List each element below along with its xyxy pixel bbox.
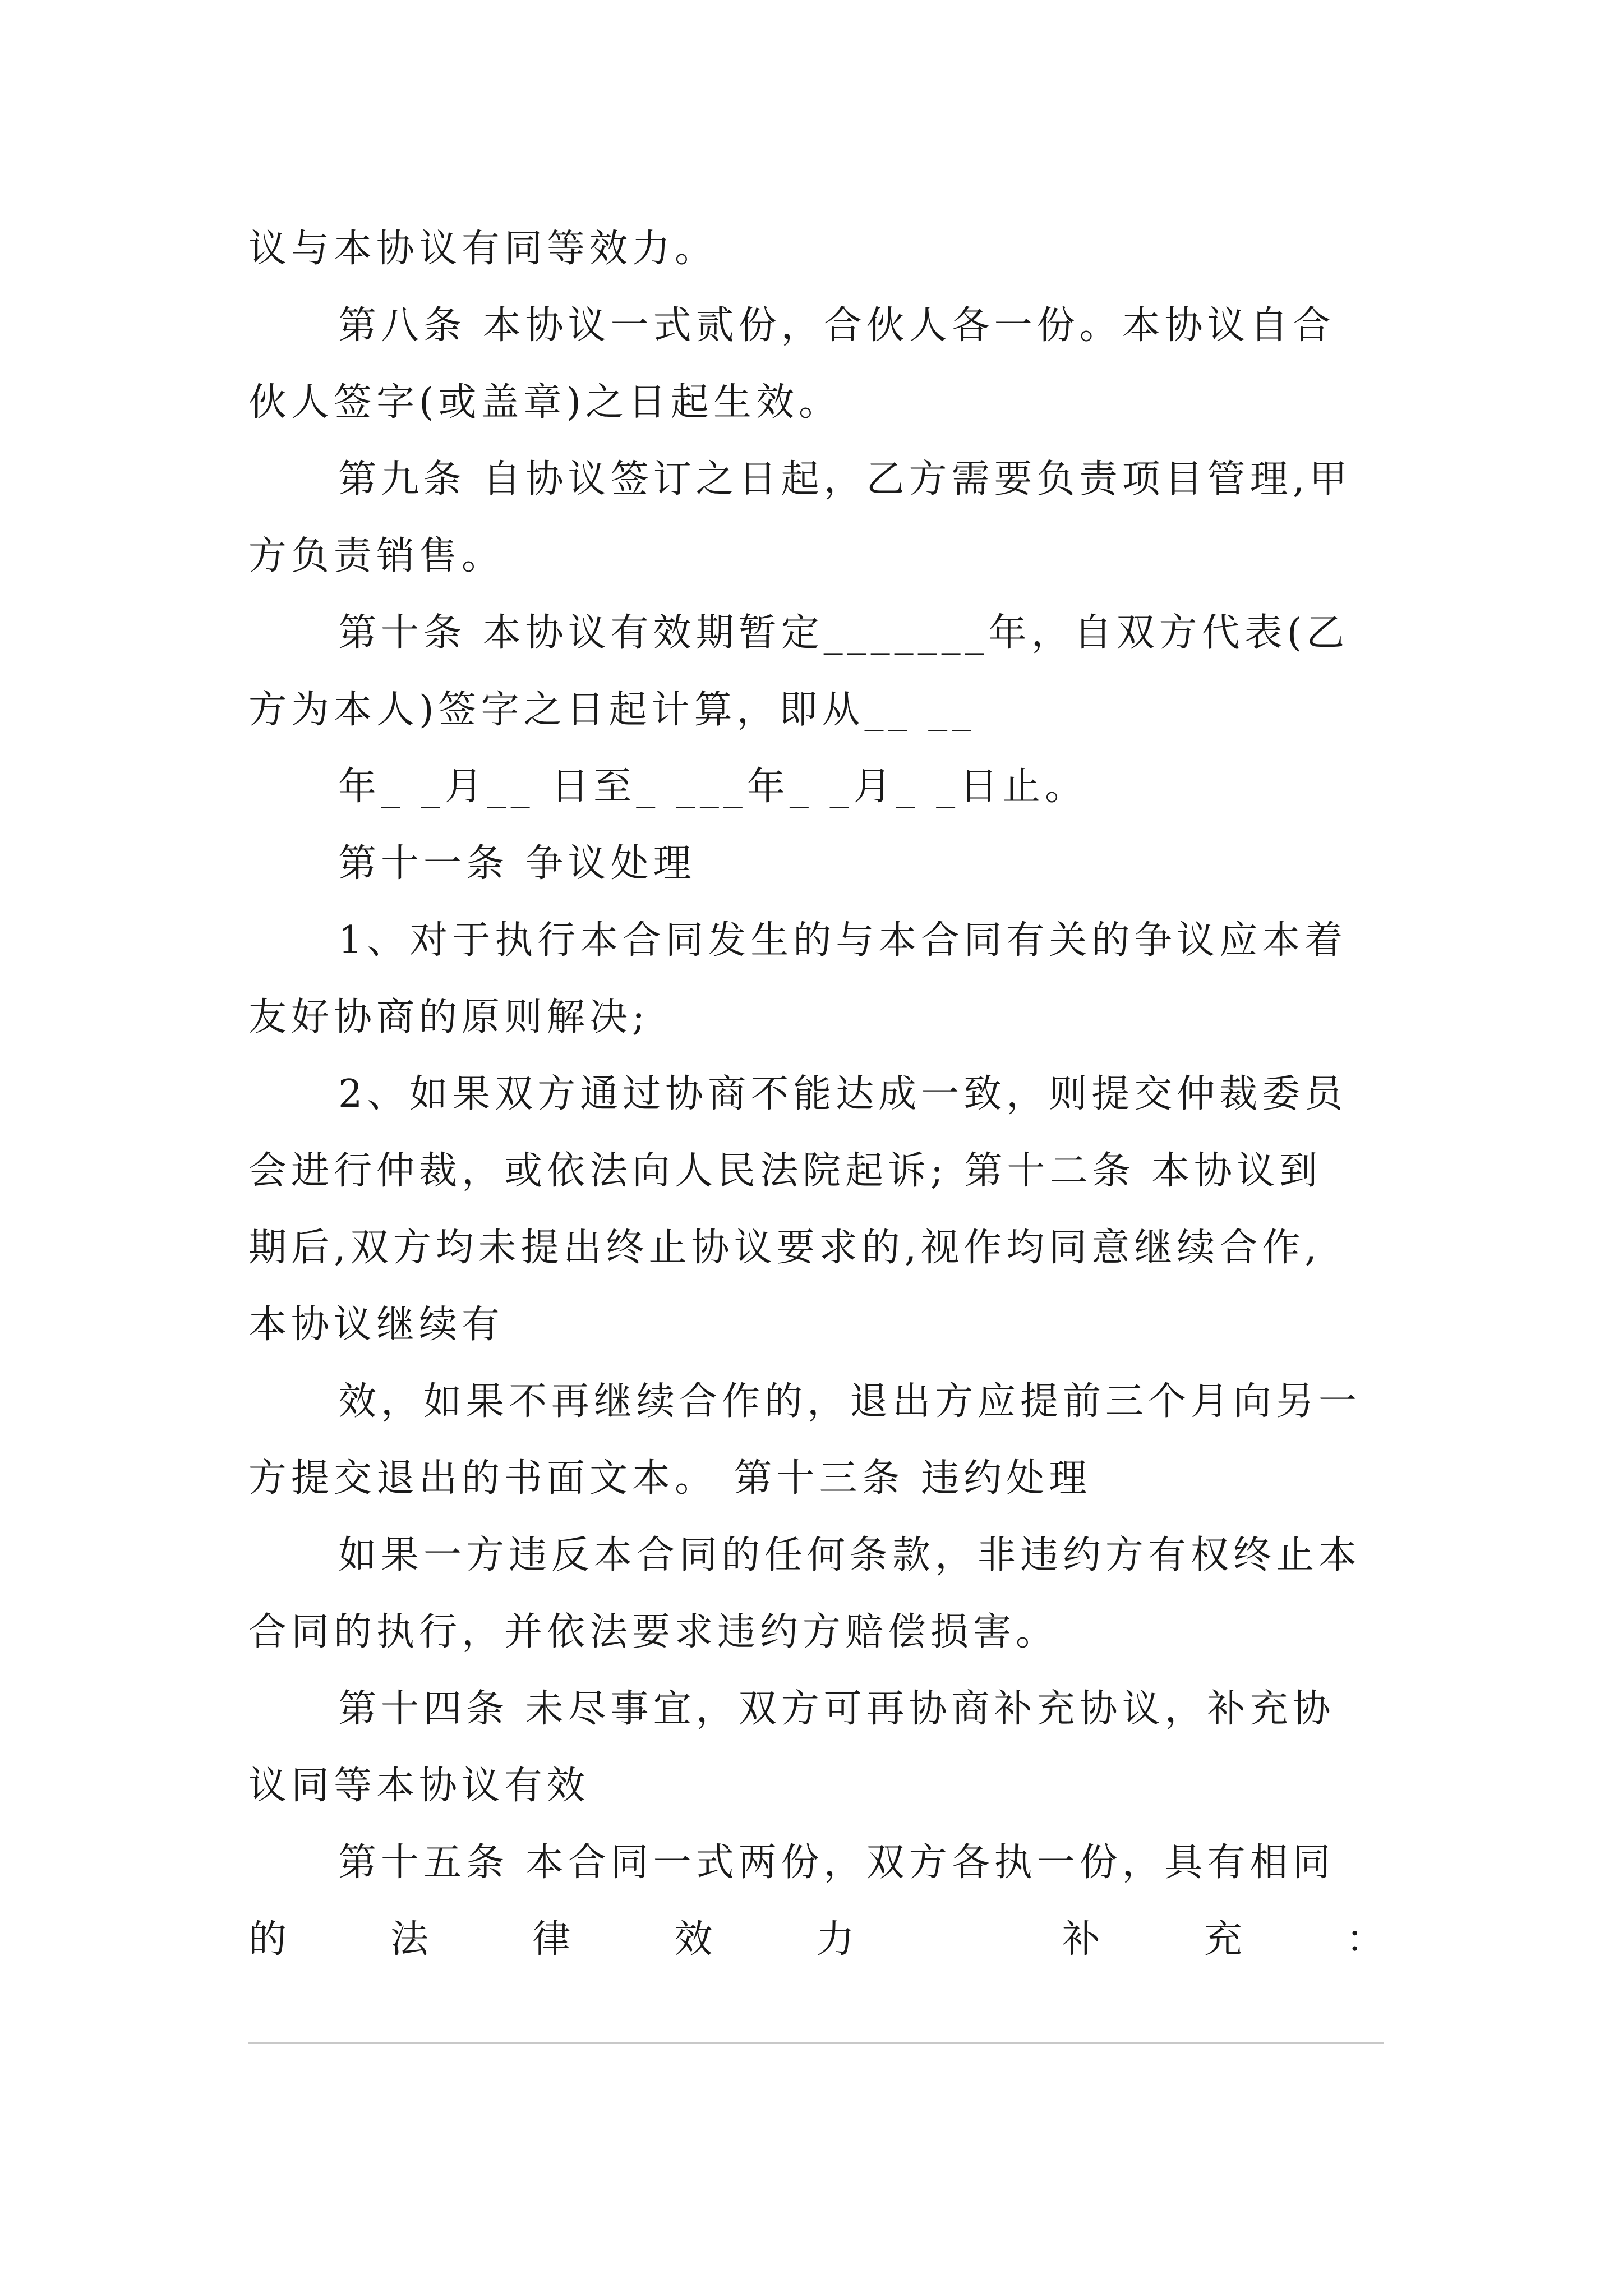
justified-last-line bbox=[248, 1901, 1384, 1978]
char: 力 bbox=[816, 1917, 855, 1962]
char: 补 bbox=[1062, 1917, 1100, 1962]
char: 法 bbox=[390, 1917, 429, 1962]
text-line: 方负责销售。 bbox=[248, 534, 505, 578]
char: ： bbox=[1345, 1917, 1384, 1962]
text-line: 友好协商的原则解决; bbox=[248, 995, 649, 1039]
document-body bbox=[248, 210, 1384, 1978]
char: 充 bbox=[1204, 1917, 1242, 1962]
article-8-line: 第八条 本协议一式贰份，合伙人各一份。本协议自合 bbox=[338, 303, 1335, 348]
text-line: 合同的执行，并依法要求违约方赔偿损害。 bbox=[248, 1610, 1059, 1654]
article-11-heading: 第十一条 争议处理 bbox=[338, 841, 696, 886]
char: 的 bbox=[248, 1917, 287, 1962]
article-9-line: 第九条 自协议签订之日起，乙方需要负责项目管理,甲 bbox=[338, 457, 1352, 501]
clause-2-line: 2、如果双方通过协商不能达成一致，则提交仲裁委员 bbox=[338, 1072, 1348, 1116]
article-14-line: 第十四条 未尽事宜，双方可再协商补充协议，补充协 bbox=[338, 1687, 1335, 1731]
article-15-line: 第十五条 本合同一式两份，双方各执一份，具有相同 bbox=[338, 1841, 1335, 1885]
clause-1-line: 1、对于执行本合同发生的与本合同有关的争议应本着 bbox=[338, 918, 1348, 963]
article-13-line: 方提交退出的书面文本。 第十三条 违约处理 bbox=[248, 1456, 1092, 1501]
text-line: 议同等本协议有效 bbox=[248, 1764, 590, 1808]
char: 律 bbox=[532, 1917, 571, 1962]
date-range-line: 年_ _月__ 日至_ ___年_ _月_ _日止。 bbox=[338, 765, 1088, 809]
text-line: 本协议继续有 bbox=[248, 1303, 505, 1347]
char: 效 bbox=[674, 1917, 713, 1962]
article-10-line: 第十条 本协议有效期暂定_______年，自双方代表(乙 bbox=[338, 611, 1349, 655]
text-line: 议与本协议有同等效力。 bbox=[248, 227, 718, 271]
text-line: 会进行仲裁，或依法向人民法院起诉; 第十二条 本协议到 bbox=[248, 1149, 1322, 1193]
breach-clause-line: 如果一方违反本合同的任何条款，非违约方有权终止本 bbox=[338, 1533, 1362, 1577]
footer-divider bbox=[248, 2042, 1384, 2044]
text-line: 方为本人)签字之日起计算，即从__ __ bbox=[248, 688, 976, 732]
text-line: 期后,双方均未提出终止协议要求的,视作均同意继续合作, bbox=[248, 1226, 1321, 1270]
text-line: 伙人签字(或盖章)之日起生效。 bbox=[248, 380, 842, 425]
text-line: 效，如果不再继续合作的，退出方应提前三个月向另一 bbox=[338, 1379, 1362, 1424]
